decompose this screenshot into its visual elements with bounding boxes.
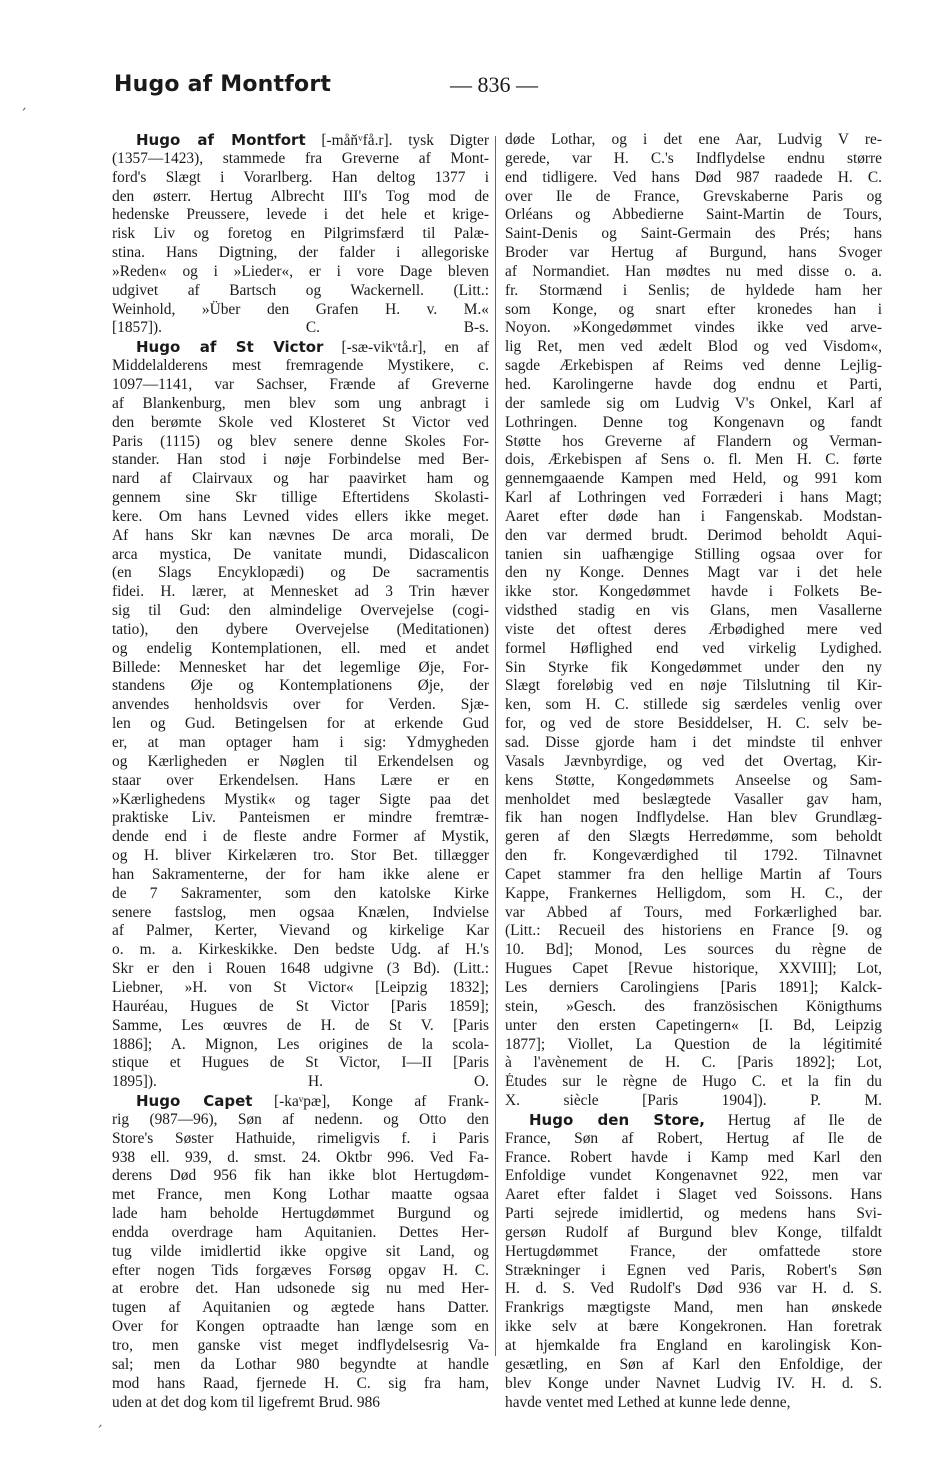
text-line bbox=[505, 1356, 882, 1375]
line-text: met France, men Kong Lothar maatte ogsaa bbox=[112, 1186, 489, 1204]
line-text: France. Robert havde i Kamp med Karl den bbox=[505, 1148, 882, 1166]
text-line bbox=[112, 922, 489, 941]
text-line bbox=[505, 508, 882, 527]
text-line bbox=[112, 677, 489, 696]
line-text: Lothringen. Denne tog Kongenavn og fandt bbox=[505, 413, 882, 431]
line-text: Af hans Skr kan nævnes De arca morali, De bbox=[112, 526, 489, 544]
line-text: X. siècle [Paris 1904]). P. M. bbox=[505, 1092, 882, 1110]
text-line bbox=[505, 640, 882, 659]
text-line bbox=[505, 1130, 882, 1149]
line-text: gerede, var H. C.'s Indflydelse endnu større bbox=[505, 149, 882, 167]
text-line bbox=[112, 904, 489, 923]
line-text: 1886]; A. Mignon, Les origines de la scola- bbox=[112, 1035, 489, 1053]
text-line bbox=[505, 433, 882, 452]
text-line bbox=[112, 357, 489, 376]
text-line bbox=[505, 1262, 882, 1281]
line-text: Hertugdømmet France, der omfattede store bbox=[505, 1242, 882, 1260]
text-line bbox=[505, 1224, 882, 1243]
line-text: Orléans og Abbedierne Saint-Martin de Tours, bbox=[505, 206, 882, 224]
line-text: Capet stammer fra den hellige Martin af Tours bbox=[505, 865, 882, 883]
text-line bbox=[112, 659, 489, 678]
text-line bbox=[505, 564, 882, 583]
line-text: unter den ersten Capetingern« [I. Bd, Leipzig bbox=[505, 1016, 882, 1034]
left-column bbox=[112, 131, 489, 1412]
line-text: Parti sejrede imidlertid, og medens hans Svi- bbox=[505, 1205, 882, 1223]
text-line bbox=[112, 470, 489, 489]
line-text: efter nogen Tids forgæves Forsøg opgav H. C. bbox=[112, 1261, 489, 1279]
line-text: kens Støtte, Kongedømmets Anseelse og Sam- bbox=[505, 771, 882, 789]
line-text: senere fastslog, men ogsaa Knælen, Indvielse bbox=[112, 903, 489, 921]
text-line bbox=[505, 998, 882, 1017]
line-text: nard af Clairvaux og har paavirket ham og bbox=[112, 470, 489, 488]
text-line bbox=[112, 696, 489, 715]
line-text: H. d. S. Ved Rudolf's Død 936 var H. d. S. bbox=[505, 1280, 882, 1298]
line-text: formel Høflighed end ved virkelig Lydighed. bbox=[505, 639, 882, 657]
text-line bbox=[112, 1054, 489, 1073]
line-text: [-mån̆ᵛfå.r]. tysk Digter bbox=[305, 132, 489, 149]
text-line bbox=[112, 244, 489, 263]
line-text: 1895]). H. O. bbox=[112, 1073, 489, 1091]
line-text: Kappe, Frankernes Helligdom, som H. C., der bbox=[505, 884, 882, 902]
line-text: Middelalderens mest fremragende Mystikere, c. bbox=[112, 357, 489, 375]
text-line bbox=[112, 376, 489, 395]
text-line bbox=[505, 225, 882, 244]
text-line bbox=[112, 1205, 489, 1224]
line-text: stein, »Gesch. des französischen Königthums bbox=[505, 997, 882, 1015]
text-line bbox=[112, 225, 489, 244]
text-line bbox=[112, 1111, 489, 1130]
text-line bbox=[112, 414, 489, 433]
text-line bbox=[505, 1299, 882, 1318]
text-line bbox=[505, 1280, 882, 1299]
text-line bbox=[505, 1073, 882, 1092]
entry-headword: Hugo den Store, bbox=[529, 1110, 705, 1129]
margin-mark: ˏ bbox=[20, 95, 27, 111]
text-line bbox=[505, 1167, 882, 1186]
line-text: hed. Karolingerne havde dog endnu et Parti, bbox=[505, 375, 882, 393]
text-line bbox=[112, 546, 489, 565]
line-text: Over for Kongen optraadte han længe som en bbox=[112, 1318, 489, 1336]
text-line bbox=[505, 319, 882, 338]
line-text: blev Konge under Navnet Ludvig IV. H. d. S. bbox=[505, 1374, 882, 1392]
line-text: sal; men da Lothar 980 begyndte at handle bbox=[112, 1355, 489, 1373]
text-line bbox=[505, 941, 882, 960]
line-text: à l'avènement de H. C. [Paris 1892]; Lot, bbox=[505, 1054, 882, 1072]
text-line bbox=[505, 188, 882, 207]
line-text: 10. Bd]; Monod, Les sources du règne de bbox=[505, 941, 882, 959]
line-text: geren af den Slægts Herredømme, som beholdt bbox=[505, 828, 882, 846]
page-number: — 836 — bbox=[450, 72, 538, 97]
entry-headword: Hugo af Montfort bbox=[136, 131, 306, 149]
line-text: (en Slags Encyklopædi) og De sacramentis bbox=[112, 564, 489, 582]
line-text: [-sæ-vikᵛtå.r], en af bbox=[323, 339, 489, 357]
line-text: der samlede sig om Ludvig V's Onkel, Karl af bbox=[505, 394, 882, 412]
line-text: udgivet af Bartsch og Wackernell. (Litt.: bbox=[112, 281, 489, 299]
text-line bbox=[112, 1149, 489, 1168]
line-text: vidsthed stadig en vis Glans, men Vasallerne bbox=[505, 602, 882, 620]
text-line bbox=[505, 1243, 882, 1262]
line-text: og endelig Kontemplationen, ell. med et andet bbox=[112, 639, 489, 657]
line-text: tug vilde imidlertid ikke opgive sit Land, og bbox=[112, 1242, 489, 1260]
text-line bbox=[505, 1205, 882, 1224]
text-line bbox=[505, 470, 882, 489]
text-line bbox=[505, 1054, 882, 1073]
text-line bbox=[112, 451, 489, 470]
line-text: er, at man optager ham i sig: Ydmygheden bbox=[112, 734, 489, 751]
line-text: af Normandiet. Han mødtes nu med disse o. a. bbox=[505, 262, 882, 280]
line-text: at erobre det. Han udsonede sig nu med Her- bbox=[112, 1280, 489, 1298]
entry-headword: Hugo Capet bbox=[136, 1092, 253, 1111]
line-text: rig (987—96), Søn af nedenn. og Otto den bbox=[112, 1110, 489, 1128]
entry-headword-line bbox=[112, 1092, 489, 1111]
text-line bbox=[112, 998, 489, 1017]
text-line bbox=[112, 1337, 489, 1356]
text-line bbox=[112, 640, 489, 659]
text-line bbox=[505, 169, 882, 188]
line-text: anvendes henholdsvis over for Verden. Sjæ- bbox=[112, 696, 489, 714]
entry-headword-line bbox=[505, 1111, 882, 1130]
line-text: Strækninger i Egnen ved Paris, Robert's Søn bbox=[505, 1261, 882, 1279]
line-text: tro, men ganske vist meget indflydelsesrig Va- bbox=[112, 1337, 489, 1354]
margin-mark: ˏ bbox=[96, 1412, 103, 1428]
line-text: lade ham beholde Hertugdømmet Burgund og bbox=[112, 1205, 489, 1223]
text-line bbox=[505, 1036, 882, 1055]
text-line bbox=[112, 1036, 489, 1055]
line-text: og Kærligheden er Nøglen til Erkendelsen og bbox=[112, 752, 489, 770]
line-text: Hauréau, Hugues de St Victor [Paris 1859]; bbox=[112, 997, 489, 1015]
text-line bbox=[505, 451, 882, 470]
line-text: var Abbed af Tours, med Forkærlighed bar. bbox=[505, 903, 882, 921]
text-line bbox=[112, 150, 489, 169]
text-line bbox=[112, 734, 489, 753]
text-line bbox=[505, 677, 882, 696]
text-line bbox=[505, 244, 882, 263]
text-line bbox=[505, 866, 882, 885]
line-text: sig til Gud: den almindelige Overvejelse (cogi- bbox=[112, 602, 489, 620]
line-text: »Reden« og i »Lieder«, er i vore Dage bleven bbox=[112, 262, 489, 280]
text-line bbox=[505, 960, 882, 979]
column-divider bbox=[495, 136, 496, 1356]
text-line bbox=[505, 715, 882, 734]
text-line bbox=[505, 583, 882, 602]
entry-headword: Hugo af St Victor bbox=[136, 338, 324, 357]
entry-headword-line bbox=[112, 338, 489, 357]
text-line bbox=[505, 1394, 882, 1413]
text-line bbox=[112, 1318, 489, 1337]
text-line bbox=[505, 1337, 882, 1356]
line-text: arca mystica, De vanitate mundi, Didascalicon bbox=[112, 545, 489, 563]
text-line bbox=[112, 1167, 489, 1186]
text-line bbox=[505, 131, 882, 150]
text-line bbox=[112, 885, 489, 904]
line-text: standens Øje og Kontemplationens Øje, der bbox=[112, 677, 489, 695]
text-line bbox=[112, 583, 489, 602]
text-line bbox=[112, 1262, 489, 1281]
text-line bbox=[505, 546, 882, 565]
line-text: Aaret efter faldet i Slaget ved Soissons. Hans bbox=[505, 1186, 882, 1204]
text-line bbox=[505, 414, 882, 433]
line-text: havde ventet med Lethed at kunne lede denne, bbox=[505, 1393, 791, 1411]
line-text: fidei. H. lærer, at Mennesket ad 3 Trin hæver bbox=[112, 583, 489, 601]
text-line bbox=[112, 508, 489, 527]
text-line bbox=[505, 753, 882, 772]
line-text: gesætling, en Søn af Karl den Enfoldige, der bbox=[505, 1355, 882, 1373]
text-line bbox=[112, 809, 489, 828]
text-line bbox=[112, 169, 489, 188]
line-text: fr. Stormænd i Senlis; de hyldede ham her bbox=[505, 281, 882, 299]
text-line bbox=[112, 319, 489, 338]
line-text: Støtte hos Greverne af Flandern og Verman- bbox=[505, 432, 882, 450]
line-text: ikke selv at bære Kongekronen. Han foretrak bbox=[505, 1318, 882, 1336]
line-text: dende end i de fleste andre Former af Mystik, bbox=[112, 828, 489, 846]
line-text: uden at det dog kom til ligefremt Brud. 986 bbox=[112, 1393, 381, 1411]
line-text: derens Død 956 fik han ikke blot Hertugdøm- bbox=[112, 1167, 489, 1185]
line-text: fik han nogen Indflydelse. Han blev Grundlæg- bbox=[505, 809, 882, 827]
text-line bbox=[505, 885, 882, 904]
line-text: France, Søn af Robert, Hertug af Ile de bbox=[505, 1129, 882, 1147]
line-text: han Sakramenterne, der for ham ikke alene er bbox=[112, 865, 489, 883]
line-text: Weinhold, »Über den Grafen H. v. M.« bbox=[112, 300, 489, 318]
text-line bbox=[505, 809, 882, 828]
line-text: kere. Om hans Levned vides ellers ikke meget. bbox=[112, 507, 489, 525]
text-line bbox=[112, 715, 489, 734]
running-head-title: Hugo af Montfort bbox=[114, 72, 332, 97]
text-line bbox=[112, 1375, 489, 1394]
line-text: den fr. Kongeværdighed til 1792. Tilnavnet bbox=[505, 847, 882, 865]
line-text: Saint-Denis og Saint-Germain des Prés; hans bbox=[505, 225, 882, 243]
text-line bbox=[505, 621, 882, 640]
line-text: [-kaᵛpæ], Konge af Frank- bbox=[252, 1093, 489, 1111]
text-line bbox=[112, 1356, 489, 1375]
line-text: gennemgaaende Kampen med Held, og 991 kom bbox=[505, 470, 882, 488]
text-line bbox=[505, 847, 882, 866]
text-line bbox=[112, 1224, 489, 1243]
text-line bbox=[112, 753, 489, 772]
line-text: lig Ret, men ved ædelt Blod og ved Visdom«, bbox=[505, 338, 882, 356]
text-line bbox=[112, 941, 489, 960]
line-text: Slægt foreløbig ved en nøje Tilslutning til Kir- bbox=[505, 677, 882, 695]
line-text: Billede: Mennesket har det legemlige Øje, For- bbox=[112, 658, 489, 676]
line-text: dois, Ærkebispen af Sens o. fl. Men H. C. førte bbox=[505, 451, 882, 469]
line-text: stique et Hugues de St Victor, I—II [Paris bbox=[112, 1054, 489, 1072]
line-text: 1097—1141, var Sachser, Frænde af Greverne bbox=[112, 375, 489, 393]
text-line bbox=[505, 979, 882, 998]
line-text: end tidligere. Ved hans Død 987 raadede H. C. bbox=[505, 168, 882, 186]
line-text: 1877]; Viollet, La Question de la légitimité bbox=[505, 1035, 882, 1053]
line-text: Skr er den i Rouen 1648 udgivne (3 Bd). (Litt.: bbox=[112, 960, 489, 978]
line-text: Hertug af Ile de bbox=[704, 1111, 882, 1129]
line-text: de 7 Sakramenter, som den katolske Kirke bbox=[112, 884, 489, 902]
line-text: Hugues Capet [Revue historique, XXVIII]; Lot, bbox=[505, 960, 882, 978]
line-text: tatio), den dybere Overvejelse (Meditationen) bbox=[112, 620, 489, 638]
text-line bbox=[112, 960, 489, 979]
text-line bbox=[505, 527, 882, 546]
line-text: staar over Erkendelsen. Hans Lære er en bbox=[112, 771, 489, 789]
text-line bbox=[505, 376, 882, 395]
line-text: den var dermed brudt. Derimod beholdt Aqui- bbox=[505, 526, 882, 544]
line-text: gersøn Rudolf af Burgund blev Konge, tilfaldt bbox=[505, 1223, 882, 1241]
line-text: Vasals Jævnbyrdige, og ved det Overtag, Kir- bbox=[505, 752, 882, 770]
text-line bbox=[112, 282, 489, 301]
line-text: Enfoldige vundet Kongenavnet 922, men var bbox=[505, 1167, 882, 1185]
line-text: 938 ell. 939, d. smst. 24. Oktbr 996. Ved Fa- bbox=[112, 1148, 489, 1166]
line-text: tanien sin uafhængige Stilling ogsaa over for bbox=[505, 545, 882, 563]
line-text: len og Gud. Betingelsen for at erkende Gud bbox=[112, 715, 489, 733]
text-line bbox=[112, 1394, 489, 1413]
text-line bbox=[505, 489, 882, 508]
text-line bbox=[505, 602, 882, 621]
text-line bbox=[112, 395, 489, 414]
text-line bbox=[112, 564, 489, 583]
text-line bbox=[505, 1318, 882, 1337]
line-text: sagde Ærkebispen af Reims ved denne Lejlig- bbox=[505, 357, 882, 375]
line-text: af Blankenburg, men blev som ung anbragt i bbox=[112, 394, 489, 412]
line-text: gennem sine Skr tillige Eftertidens Skolasti- bbox=[112, 489, 489, 507]
line-text: over Ile de France, Grevskaberne Paris og bbox=[505, 187, 882, 205]
line-text: »Kærlighedens Mystik« og tager Sigte paa det bbox=[112, 790, 489, 808]
text-line bbox=[112, 1017, 489, 1036]
line-text: viste det oftest deres Ærbødighed mere ved bbox=[505, 620, 882, 638]
text-line bbox=[505, 150, 882, 169]
line-text: menholdet med beslægtede Vasaller gav ham, bbox=[505, 790, 882, 808]
line-text: Sin Styrke fik Kongedømmet under den ny bbox=[505, 658, 882, 676]
text-line bbox=[112, 1186, 489, 1205]
line-text: Les derniers Carolingiens [Paris 1891]; Kalck- bbox=[505, 978, 882, 996]
line-text: Liebner, »H. von St Victor« [Leipzig 1832]; bbox=[112, 978, 489, 996]
line-text: ford's Slægt i Vorarlberg. Han deltog 1377 i bbox=[112, 168, 489, 186]
line-text: den østerr. Hertug Albrecht III's Tog mod de bbox=[112, 187, 489, 205]
line-text: hedenske Preussere, levede i det hele et krige- bbox=[112, 206, 489, 224]
line-text: Store's Søster Hathuide, rimeligvis f. i Paris bbox=[112, 1129, 489, 1147]
line-text: Karl af Lothringen ved Forræderi i hans Magt; bbox=[505, 489, 882, 507]
text-line bbox=[112, 206, 489, 225]
line-text: døde Lothar, og i det ene Aar, Ludvig V re- bbox=[505, 131, 882, 148]
text-line bbox=[505, 696, 882, 715]
line-text: Études sur le règne de Hugo C. et la fin du bbox=[505, 1073, 882, 1091]
text-line bbox=[112, 1130, 489, 1149]
text-line bbox=[505, 828, 882, 847]
text-line bbox=[505, 1017, 882, 1036]
text-line bbox=[505, 904, 882, 923]
text-line bbox=[505, 395, 882, 414]
text-line bbox=[505, 282, 882, 301]
text-line bbox=[112, 791, 489, 810]
text-line bbox=[505, 1092, 882, 1111]
text-line bbox=[112, 1299, 489, 1318]
line-text: endda overdrage ham Aquitanien. Dettes Her- bbox=[112, 1223, 489, 1241]
line-text: tugen af Aquitanien og ægtede hans Datter. bbox=[112, 1299, 489, 1317]
text-line bbox=[112, 489, 489, 508]
line-text: ken, som H. C. stillede sig særdeles venlig over bbox=[505, 696, 882, 714]
right-column bbox=[505, 131, 882, 1412]
text-line bbox=[112, 828, 489, 847]
text-line bbox=[505, 357, 882, 376]
line-text: Paris (1115) og blev senere denne Skoles For- bbox=[112, 432, 489, 450]
line-text: Aaret efter døde han i Fangenskab. Modstan- bbox=[505, 507, 882, 525]
text-line bbox=[505, 338, 882, 357]
line-text: den berømte Skole ved Klosteret St Victor ved bbox=[112, 413, 489, 431]
text-line bbox=[505, 734, 882, 753]
text-line bbox=[112, 1280, 489, 1299]
text-line bbox=[112, 188, 489, 207]
line-text: som Konge, og snart efter kronedes han i bbox=[505, 300, 882, 318]
line-text: mod hans Raad, fjernede H. C. sig fra ham, bbox=[112, 1374, 489, 1392]
line-text: ikke stor. Kongedømmet havde i Folkets Be- bbox=[505, 583, 882, 601]
line-text: at hjemkalde fra England en karolingisk Kon- bbox=[505, 1337, 882, 1354]
text-line bbox=[112, 527, 489, 546]
running-head bbox=[112, 68, 902, 108]
text-line bbox=[505, 922, 882, 941]
text-line bbox=[112, 621, 489, 640]
text-line bbox=[112, 866, 489, 885]
text-line bbox=[112, 433, 489, 452]
text-line bbox=[505, 301, 882, 320]
line-text: (1357—1423), stammede fra Greverne af Mont- bbox=[112, 149, 489, 167]
line-text: stander. Han stod i nøje Forbindelse med Ber- bbox=[112, 451, 489, 469]
line-text: Noyon. »Kongedømmet vindes ikke ved arve- bbox=[505, 319, 882, 337]
text-line bbox=[112, 263, 489, 282]
line-text: praktiske Liv. Panteismen er mindre fremtræ- bbox=[112, 809, 489, 827]
text-line bbox=[505, 659, 882, 678]
text-line bbox=[505, 1149, 882, 1168]
line-text: den ny Konge. Dennes Magt var i det hele bbox=[505, 564, 882, 582]
line-text: [1857]). C. B-s. bbox=[112, 319, 489, 337]
text-line bbox=[112, 1243, 489, 1262]
text-line bbox=[505, 1375, 882, 1394]
text-line bbox=[112, 1073, 489, 1092]
line-text: risk Liv og foretog en Pilgrimsfærd til Palæ- bbox=[112, 225, 489, 243]
line-text: Broder var Hertug af Burgund, hans Svoger bbox=[505, 244, 882, 262]
entry-headword-line bbox=[112, 131, 489, 150]
text-line bbox=[505, 263, 882, 282]
line-text: stina. Hans Digtning, der falder i allegoriske bbox=[112, 244, 489, 262]
line-text: for, og ved de store Besiddelser, H. C. selv be- bbox=[505, 715, 882, 733]
line-text: sad. Disse gjorde ham i det mindste til enhver bbox=[505, 734, 882, 751]
text-line bbox=[112, 847, 489, 866]
line-text: o. m. a. Kirkeskikke. Den bedste Udg. af H.'s bbox=[112, 941, 489, 959]
line-text: Frankrigs mægtigste Mand, men han ønskede bbox=[505, 1299, 882, 1317]
text-line bbox=[112, 979, 489, 998]
text-line bbox=[505, 1186, 882, 1205]
line-text: (Litt.: Recueil des historiens en France [9. og bbox=[505, 922, 882, 940]
text-line bbox=[112, 301, 489, 320]
text-line bbox=[112, 602, 489, 621]
line-text: og H. bliver Kirkelæren tro. Stor Bet. tillægger bbox=[112, 847, 489, 865]
text-line bbox=[505, 206, 882, 225]
text-line bbox=[505, 772, 882, 791]
text-line bbox=[112, 772, 489, 791]
line-text: Samme, Les œuvres de H. de St V. [Paris bbox=[112, 1016, 489, 1034]
line-text: af Palmer, Kerter, Vievand og kirkelige Kar bbox=[112, 922, 489, 940]
text-line bbox=[505, 791, 882, 810]
